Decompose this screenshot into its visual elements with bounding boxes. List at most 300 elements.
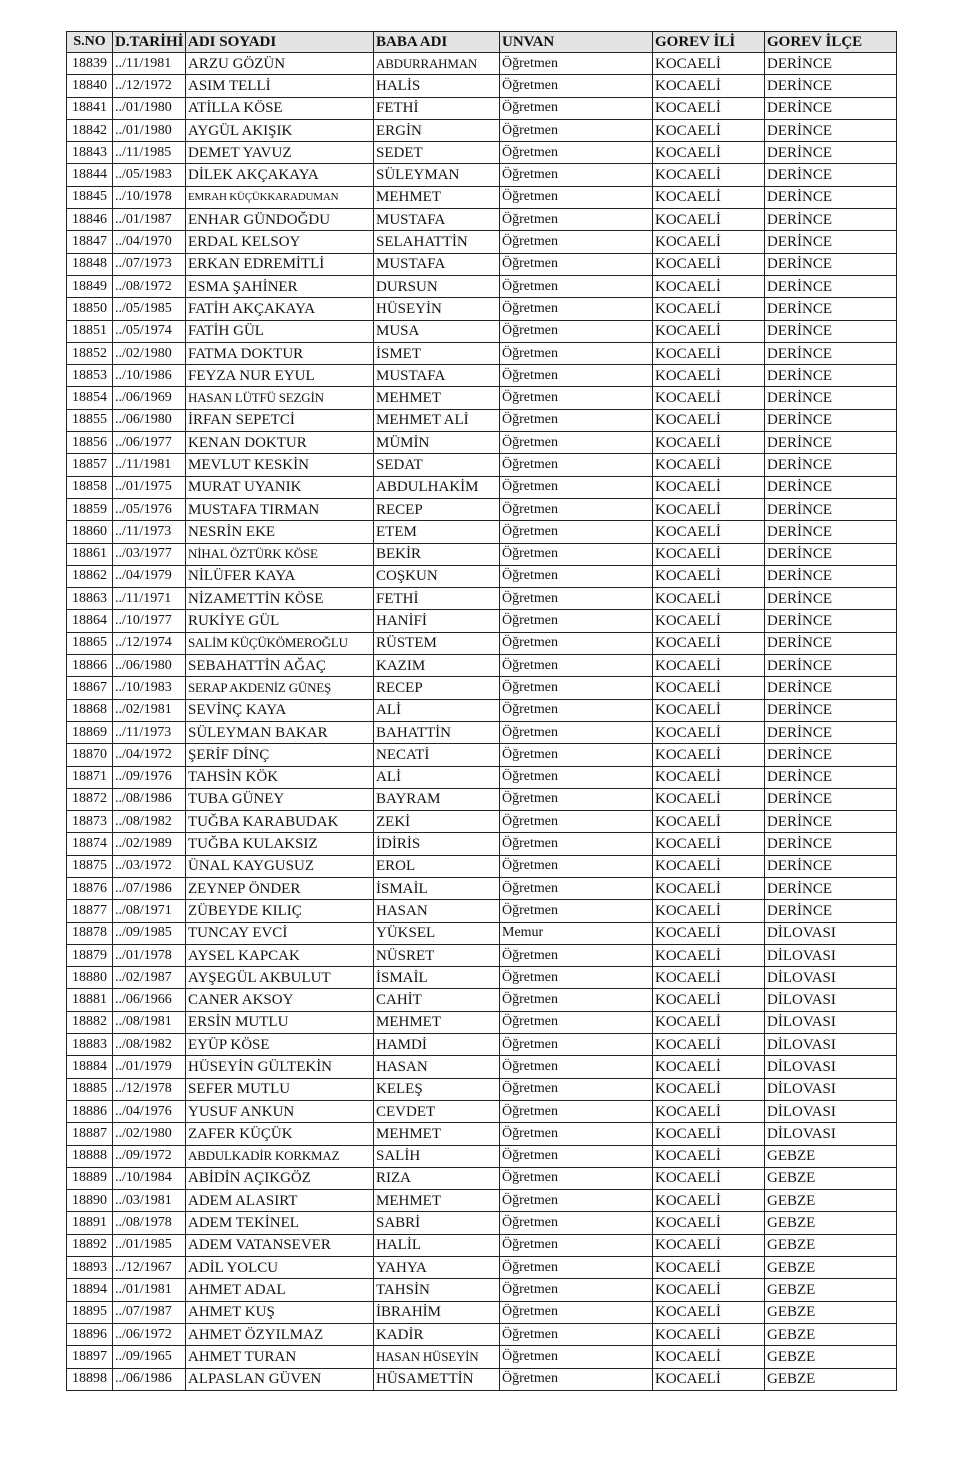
cell-district: DİLOVASI (765, 1123, 897, 1145)
cell-title: Öğretmen (500, 275, 653, 297)
cell-sno: 18840 (67, 75, 113, 97)
cell-father-name: ABDULHAKİM (374, 476, 500, 498)
cell-sno: 18897 (67, 1346, 113, 1368)
cell-birth-date: ../11/1985 (113, 142, 186, 164)
cell-father-name: MÜMİN (374, 432, 500, 454)
cell-name: ESMA ŞAHİNER (186, 275, 374, 297)
cell-name: AHMET TURAN (186, 1346, 374, 1368)
cell-district: DERİNCE (765, 521, 897, 543)
cell-province: KOCAELİ (653, 1212, 765, 1234)
table-row (67, 97, 897, 119)
cell-sno: 18891 (67, 1212, 113, 1234)
table-row (67, 298, 897, 320)
cell-sno: 18863 (67, 588, 113, 610)
cell-sno: 18889 (67, 1167, 113, 1189)
cell-title: Öğretmen (500, 320, 653, 342)
cell-district: GEBZE (765, 1279, 897, 1301)
cell-birth-date: ../08/1982 (113, 1034, 186, 1056)
cell-title: Öğretmen (500, 1257, 653, 1279)
cell-father-name: MUSTAFA (374, 209, 500, 231)
cell-father-name: MUSTAFA (374, 365, 500, 387)
cell-sno: 18882 (67, 1011, 113, 1033)
cell-sno: 18880 (67, 967, 113, 989)
cell-title: Öğretmen (500, 1056, 653, 1078)
cell-sno: 18870 (67, 744, 113, 766)
cell-father-name: SALİH (374, 1145, 500, 1167)
cell-province: KOCAELİ (653, 989, 765, 1011)
cell-name: RUKİYE GÜL (186, 610, 374, 632)
cell-birth-date: ../06/1986 (113, 1368, 186, 1390)
cell-title: Öğretmen (500, 209, 653, 231)
cell-sno: 18841 (67, 97, 113, 119)
cell-title: Öğretmen (500, 454, 653, 476)
cell-sno: 18877 (67, 900, 113, 922)
cell-title: Öğretmen (500, 75, 653, 97)
cell-name: ZAFER KÜÇÜK (186, 1123, 374, 1145)
cell-name: TUĞBA KULAKSIZ (186, 833, 374, 855)
table-row (67, 677, 897, 699)
cell-birth-date: ../10/1977 (113, 610, 186, 632)
cell-province: KOCAELİ (653, 588, 765, 610)
cell-name: NESRİN EKE (186, 521, 374, 543)
cell-father-name: İSMET (374, 342, 500, 364)
cell-district: DERİNCE (765, 811, 897, 833)
table-body (67, 53, 897, 1391)
cell-father-name: BAHATTİN (374, 721, 500, 743)
cell-title: Öğretmen (500, 721, 653, 743)
cell-province: KOCAELİ (653, 298, 765, 320)
cell-title: Öğretmen (500, 833, 653, 855)
cell-district: GEBZE (765, 1212, 897, 1234)
cell-province: KOCAELİ (653, 1145, 765, 1167)
cell-father-name: İSMAİL (374, 877, 500, 899)
cell-sno: 18862 (67, 565, 113, 587)
cell-father-name: HALİS (374, 75, 500, 97)
cell-birth-date: ../06/1980 (113, 655, 186, 677)
cell-birth-date: ../09/1972 (113, 1145, 186, 1167)
cell-title: Öğretmen (500, 186, 653, 208)
cell-title: Öğretmen (500, 231, 653, 253)
cell-father-name: TAHSİN (374, 1279, 500, 1301)
table-row (67, 409, 897, 431)
table-row (67, 922, 897, 944)
header-name: ADI SOYADI (186, 32, 374, 53)
cell-birth-date: ../07/1973 (113, 253, 186, 275)
cell-title: Öğretmen (500, 877, 653, 899)
cell-district: DERİNCE (765, 655, 897, 677)
cell-title: Öğretmen (500, 498, 653, 520)
cell-district: DERİNCE (765, 498, 897, 520)
cell-name: CANER AKSOY (186, 989, 374, 1011)
cell-name: TAHSİN KÖK (186, 766, 374, 788)
cell-title: Öğretmen (500, 521, 653, 543)
cell-name: MEVLUT KESKİN (186, 454, 374, 476)
cell-name: İRFAN SEPETCİ (186, 409, 374, 431)
cell-name: DİLEK AKÇAKAYA (186, 164, 374, 186)
cell-title: Öğretmen (500, 1034, 653, 1056)
table-row (67, 521, 897, 543)
cell-name: NİZAMETTİN KÖSE (186, 588, 374, 610)
cell-title: Öğretmen (500, 1323, 653, 1345)
cell-birth-date: ../10/1986 (113, 365, 186, 387)
header-district: GOREV İLÇE (765, 32, 897, 53)
cell-birth-date: ../05/1976 (113, 498, 186, 520)
table-row (67, 989, 897, 1011)
cell-province: KOCAELİ (653, 610, 765, 632)
table-header-row (67, 32, 897, 53)
cell-province: KOCAELİ (653, 766, 765, 788)
cell-birth-date: ../09/1965 (113, 1346, 186, 1368)
table-row (67, 476, 897, 498)
cell-birth-date: ../01/1975 (113, 476, 186, 498)
cell-birth-date: ../02/1980 (113, 342, 186, 364)
cell-sno: 18888 (67, 1145, 113, 1167)
cell-father-name: HANİFİ (374, 610, 500, 632)
cell-father-name: ALİ (374, 766, 500, 788)
cell-father-name: HASAN (374, 900, 500, 922)
cell-birth-date: ../08/1982 (113, 811, 186, 833)
cell-title: Öğretmen (500, 1234, 653, 1256)
cell-birth-date: ../10/1984 (113, 1167, 186, 1189)
cell-sno: 18876 (67, 877, 113, 899)
cell-title: Öğretmen (500, 409, 653, 431)
cell-birth-date: ../07/1987 (113, 1301, 186, 1323)
table-row (67, 543, 897, 565)
cell-name: AYŞEGÜL AKBULUT (186, 967, 374, 989)
cell-district: DERİNCE (765, 253, 897, 275)
cell-name: ÜNAL KAYGUSUZ (186, 855, 374, 877)
cell-sno: 18869 (67, 721, 113, 743)
cell-father-name: ETEM (374, 521, 500, 543)
table-row (67, 744, 897, 766)
cell-province: KOCAELİ (653, 209, 765, 231)
cell-sno: 18887 (67, 1123, 113, 1145)
cell-sno: 18856 (67, 432, 113, 454)
cell-province: KOCAELİ (653, 944, 765, 966)
table-row (67, 320, 897, 342)
cell-sno: 18850 (67, 298, 113, 320)
cell-district: GEBZE (765, 1234, 897, 1256)
cell-title: Öğretmen (500, 1123, 653, 1145)
cell-district: DERİNCE (765, 298, 897, 320)
cell-district: DİLOVASI (765, 989, 897, 1011)
cell-title: Öğretmen (500, 164, 653, 186)
cell-district: GEBZE (765, 1257, 897, 1279)
cell-sno: 18864 (67, 610, 113, 632)
cell-title: Öğretmen (500, 298, 653, 320)
cell-province: KOCAELİ (653, 1011, 765, 1033)
cell-father-name: MEHMET (374, 1011, 500, 1033)
cell-province: KOCAELİ (653, 1190, 765, 1212)
cell-name: ZÜBEYDE KILIÇ (186, 900, 374, 922)
cell-birth-date: ../01/1979 (113, 1056, 186, 1078)
table-row (67, 1100, 897, 1122)
cell-title: Öğretmen (500, 476, 653, 498)
table-row (67, 1123, 897, 1145)
cell-sno: 18859 (67, 498, 113, 520)
cell-name: ARZU GÖZÜN (186, 53, 374, 75)
table-row (67, 342, 897, 364)
cell-name: ERKAN EDREMİTLİ (186, 253, 374, 275)
cell-province: KOCAELİ (653, 342, 765, 364)
table-row (67, 855, 897, 877)
cell-name: ADEM VATANSEVER (186, 1234, 374, 1256)
cell-father-name: SÜLEYMAN (374, 164, 500, 186)
cell-title: Öğretmen (500, 677, 653, 699)
cell-name: SEFER MUTLU (186, 1078, 374, 1100)
table-row (67, 253, 897, 275)
table-row (67, 53, 897, 75)
cell-province: KOCAELİ (653, 543, 765, 565)
table-row (67, 632, 897, 654)
cell-province: KOCAELİ (653, 1034, 765, 1056)
cell-province: KOCAELİ (653, 320, 765, 342)
cell-sno: 18844 (67, 164, 113, 186)
cell-title: Öğretmen (500, 1346, 653, 1368)
table-row (67, 119, 897, 141)
cell-district: DERİNCE (765, 744, 897, 766)
cell-father-name: MEHMET ALİ (374, 409, 500, 431)
cell-title: Öğretmen (500, 989, 653, 1011)
table-row (67, 788, 897, 810)
cell-title: Öğretmen (500, 766, 653, 788)
table-row (67, 900, 897, 922)
cell-province: KOCAELİ (653, 744, 765, 766)
cell-name: DEMET YAVUZ (186, 142, 374, 164)
table-row (67, 1212, 897, 1234)
cell-father-name: MEHMET (374, 186, 500, 208)
cell-sno: 18848 (67, 253, 113, 275)
cell-birth-date: ../01/1980 (113, 97, 186, 119)
cell-sno: 18853 (67, 365, 113, 387)
cell-birth-date: ../03/1981 (113, 1190, 186, 1212)
cell-birth-date: ../06/1980 (113, 409, 186, 431)
cell-birth-date: ../04/1979 (113, 565, 186, 587)
header-birth-date: D.TARİHİ (113, 32, 186, 53)
cell-birth-date: ../12/1974 (113, 632, 186, 654)
table-row (67, 588, 897, 610)
cell-father-name: FETHİ (374, 97, 500, 119)
cell-district: DERİNCE (765, 320, 897, 342)
cell-district: DERİNCE (765, 677, 897, 699)
cell-name: EMRAH KÜÇÜKKARADUMAN (186, 186, 374, 208)
cell-district: DERİNCE (765, 387, 897, 409)
cell-father-name: HALİL (374, 1234, 500, 1256)
cell-sno: 18847 (67, 231, 113, 253)
cell-father-name: KADİR (374, 1323, 500, 1345)
cell-birth-date: ../08/1972 (113, 275, 186, 297)
cell-district: DERİNCE (765, 275, 897, 297)
cell-sno: 18883 (67, 1034, 113, 1056)
cell-district: DİLOVASI (765, 922, 897, 944)
cell-province: KOCAELİ (653, 1167, 765, 1189)
cell-birth-date: ../12/1972 (113, 75, 186, 97)
cell-birth-date: ../12/1978 (113, 1078, 186, 1100)
cell-father-name: İBRAHİM (374, 1301, 500, 1323)
cell-sno: 18855 (67, 409, 113, 431)
cell-title: Öğretmen (500, 655, 653, 677)
cell-district: DERİNCE (765, 543, 897, 565)
cell-province: KOCAELİ (653, 922, 765, 944)
cell-title: Öğretmen (500, 967, 653, 989)
cell-father-name: CAHİT (374, 989, 500, 1011)
cell-name: AYGÜL AKIŞIK (186, 119, 374, 141)
cell-sno: 18895 (67, 1301, 113, 1323)
table-row (67, 1190, 897, 1212)
cell-name: FATİH AKÇAKAYA (186, 298, 374, 320)
cell-father-name: MEHMET (374, 1190, 500, 1212)
cell-birth-date: ../07/1986 (113, 877, 186, 899)
cell-sno: 18852 (67, 342, 113, 364)
cell-name: SEBAHATTİN AĞAÇ (186, 655, 374, 677)
table-row (67, 699, 897, 721)
cell-district: DERİNCE (765, 231, 897, 253)
cell-name: SÜLEYMAN BAKAR (186, 721, 374, 743)
cell-district: DERİNCE (765, 142, 897, 164)
cell-father-name: HAMDİ (374, 1034, 500, 1056)
cell-name: YUSUF ANKUN (186, 1100, 374, 1122)
table-row (67, 967, 897, 989)
cell-birth-date: ../04/1976 (113, 1100, 186, 1122)
personnel-table (66, 31, 897, 1391)
cell-sno: 18898 (67, 1368, 113, 1390)
cell-father-name: MEHMET (374, 1123, 500, 1145)
cell-title: Öğretmen (500, 1011, 653, 1033)
cell-birth-date: ../01/1980 (113, 119, 186, 141)
cell-birth-date: ../09/1985 (113, 922, 186, 944)
cell-birth-date: ../01/1985 (113, 1234, 186, 1256)
cell-father-name: RIZA (374, 1167, 500, 1189)
cell-district: DERİNCE (765, 610, 897, 632)
cell-birth-date: ../08/1986 (113, 788, 186, 810)
cell-district: DERİNCE (765, 365, 897, 387)
table-row (67, 1257, 897, 1279)
cell-father-name: HÜSAMETTİN (374, 1368, 500, 1390)
cell-name: SERAP AKDENİZ GÜNEŞ (186, 677, 374, 699)
table-row (67, 610, 897, 632)
cell-district: DERİNCE (765, 766, 897, 788)
cell-father-name: COŞKUN (374, 565, 500, 587)
cell-sno: 18884 (67, 1056, 113, 1078)
cell-name: FATİH GÜL (186, 320, 374, 342)
table-row (67, 655, 897, 677)
header-province: GOREV İLİ (653, 32, 765, 53)
cell-name: AYSEL KAPCAK (186, 944, 374, 966)
cell-birth-date: ../01/1987 (113, 209, 186, 231)
cell-name: ZEYNEP ÖNDER (186, 877, 374, 899)
cell-title: Öğretmen (500, 1190, 653, 1212)
cell-province: KOCAELİ (653, 454, 765, 476)
cell-title: Öğretmen (500, 432, 653, 454)
cell-name: ASIM TELLİ (186, 75, 374, 97)
cell-father-name: MUSTAFA (374, 253, 500, 275)
cell-father-name: RÜSTEM (374, 632, 500, 654)
cell-sno: 18871 (67, 766, 113, 788)
cell-sno: 18896 (67, 1323, 113, 1345)
cell-father-name: FETHİ (374, 588, 500, 610)
cell-father-name: İSMAİL (374, 967, 500, 989)
cell-title: Öğretmen (500, 1279, 653, 1301)
cell-province: KOCAELİ (653, 677, 765, 699)
cell-title: Öğretmen (500, 855, 653, 877)
table-row (67, 275, 897, 297)
cell-province: KOCAELİ (653, 498, 765, 520)
cell-name: ADEM ALASIRT (186, 1190, 374, 1212)
cell-district: DERİNCE (765, 75, 897, 97)
cell-name: EYÜP KÖSE (186, 1034, 374, 1056)
header-sno: S.NO (67, 32, 113, 53)
cell-district: GEBZE (765, 1190, 897, 1212)
cell-title: Öğretmen (500, 565, 653, 587)
cell-sno: 18849 (67, 275, 113, 297)
cell-province: KOCAELİ (653, 75, 765, 97)
cell-sno: 18894 (67, 1279, 113, 1301)
cell-sno: 18865 (67, 632, 113, 654)
cell-province: KOCAELİ (653, 97, 765, 119)
table-row (67, 432, 897, 454)
cell-province: KOCAELİ (653, 164, 765, 186)
cell-father-name: SEDAT (374, 454, 500, 476)
cell-province: KOCAELİ (653, 565, 765, 587)
cell-province: KOCAELİ (653, 253, 765, 275)
cell-father-name: SEDET (374, 142, 500, 164)
cell-father-name: KELEŞ (374, 1078, 500, 1100)
cell-birth-date: ../01/1978 (113, 944, 186, 966)
cell-sno: 18886 (67, 1100, 113, 1122)
cell-father-name: HASAN HÜSEYİN (374, 1346, 500, 1368)
table-row (67, 877, 897, 899)
cell-birth-date: ../02/1981 (113, 699, 186, 721)
table-row (67, 721, 897, 743)
cell-name: HASAN LÜTFÜ SEZGİN (186, 387, 374, 409)
cell-name: ŞERİF DİNÇ (186, 744, 374, 766)
cell-father-name: HASAN (374, 1056, 500, 1078)
cell-district: DERİNCE (765, 53, 897, 75)
cell-province: KOCAELİ (653, 1279, 765, 1301)
cell-sno: 18857 (67, 454, 113, 476)
cell-province: KOCAELİ (653, 721, 765, 743)
cell-sno: 18881 (67, 989, 113, 1011)
cell-title: Öğretmen (500, 1145, 653, 1167)
cell-province: KOCAELİ (653, 1078, 765, 1100)
cell-district: DERİNCE (765, 186, 897, 208)
cell-father-name: YÜKSEL (374, 922, 500, 944)
cell-birth-date: ../11/1981 (113, 454, 186, 476)
cell-district: DERİNCE (765, 454, 897, 476)
cell-title: Öğretmen (500, 142, 653, 164)
cell-district: DİLOVASI (765, 944, 897, 966)
cell-district: GEBZE (765, 1167, 897, 1189)
table-row (67, 833, 897, 855)
cell-district: DERİNCE (765, 209, 897, 231)
cell-name: ABDULKADİR KORKMAZ (186, 1145, 374, 1167)
table-row (67, 1234, 897, 1256)
cell-sno: 18893 (67, 1257, 113, 1279)
cell-name: FEYZA NUR EYUL (186, 365, 374, 387)
table-row (67, 231, 897, 253)
cell-birth-date: ../06/1969 (113, 387, 186, 409)
cell-district: DİLOVASI (765, 967, 897, 989)
table-row (67, 1011, 897, 1033)
cell-title: Öğretmen (500, 97, 653, 119)
table-row (67, 1056, 897, 1078)
cell-birth-date: ../01/1981 (113, 1279, 186, 1301)
cell-province: KOCAELİ (653, 833, 765, 855)
cell-name: NİLÜFER KAYA (186, 565, 374, 587)
cell-title: Öğretmen (500, 811, 653, 833)
cell-birth-date: ../10/1978 (113, 186, 186, 208)
cell-district: DERİNCE (765, 342, 897, 364)
